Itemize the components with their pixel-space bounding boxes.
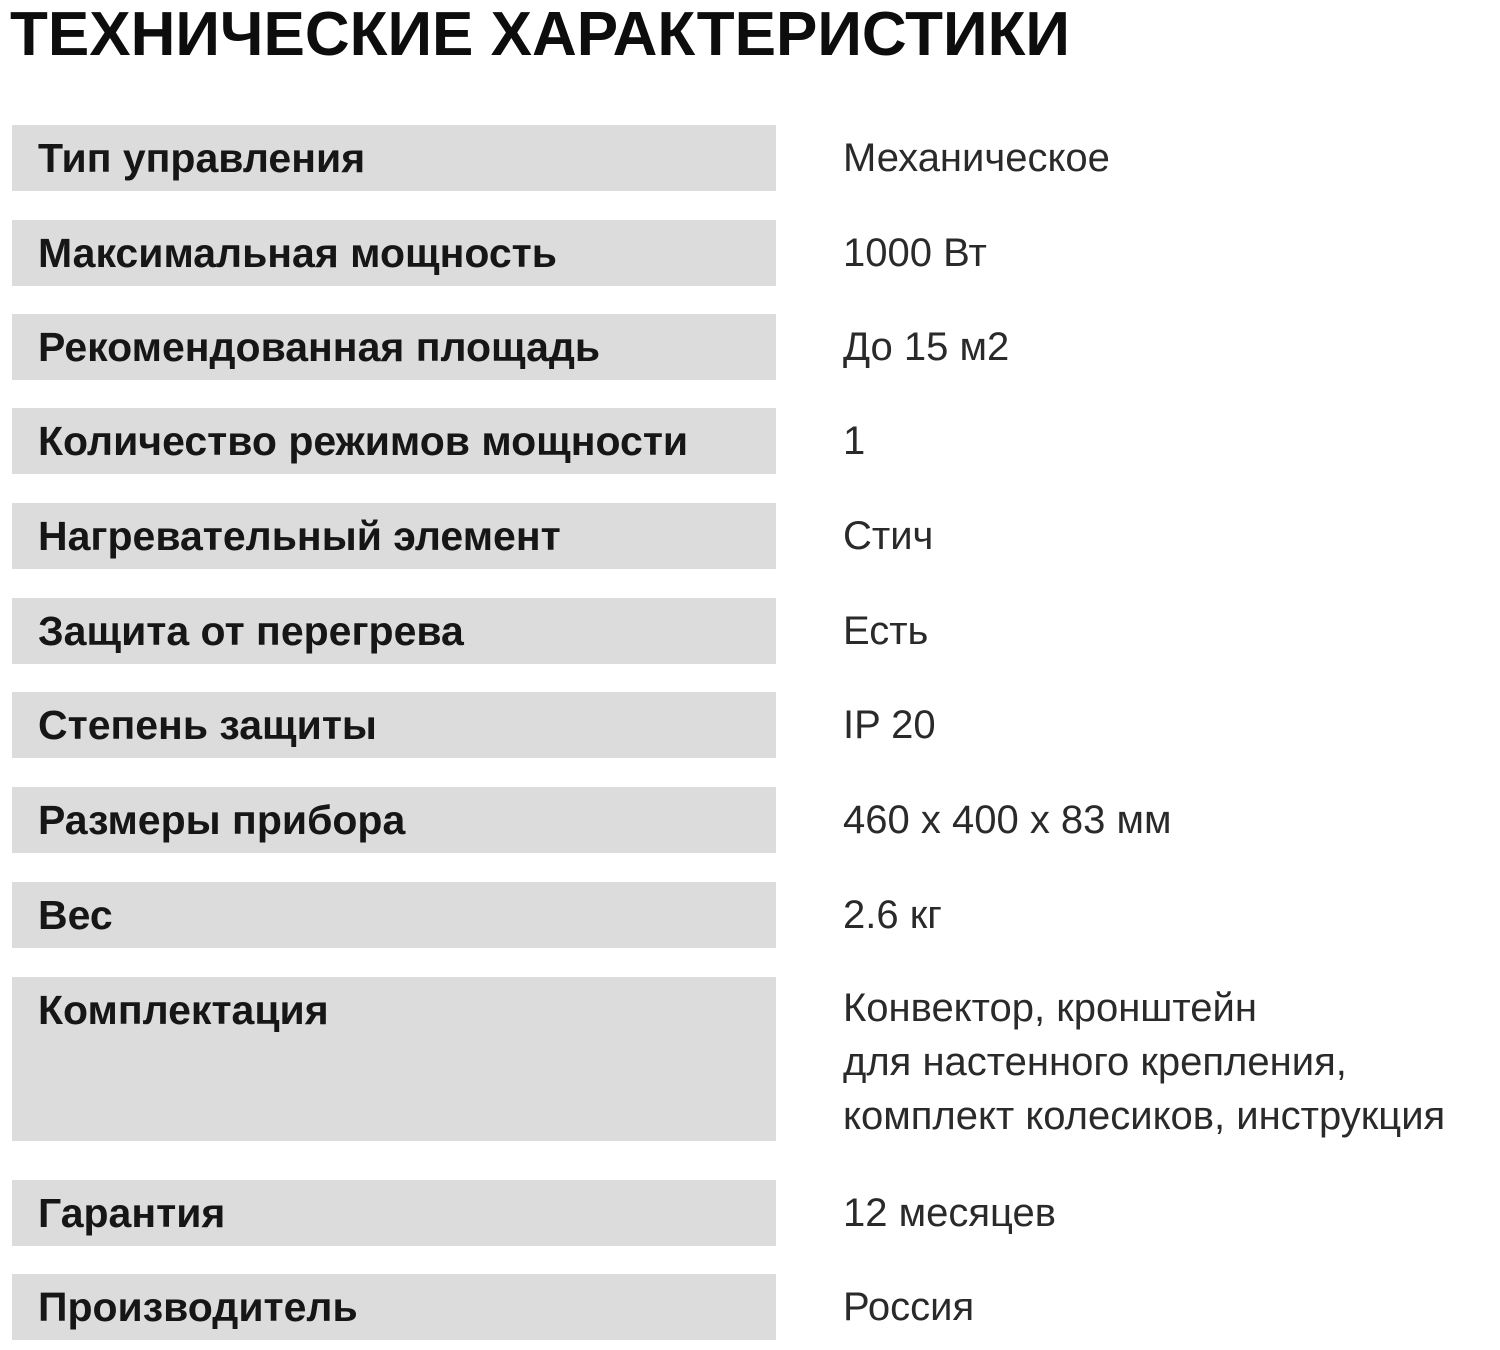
spec-row-heating-element [0, 503, 1500, 569]
spec-value-line: комплект колесиков, инструкция [843, 1094, 1446, 1138]
spec-value: 1 [843, 419, 866, 463]
spec-label: Защита от перегрева [38, 608, 464, 654]
spec-label-box [12, 220, 776, 286]
spec-label-box [12, 598, 776, 664]
spec-label-box [12, 503, 776, 569]
page-title: ТЕХНИЧЕСКИЕ ХАРАКТЕРИСТИКИ [10, 0, 1070, 69]
spec-label: Вес [38, 892, 113, 938]
spec-row-overheat-protection [0, 598, 1500, 664]
spec-label-box [12, 408, 776, 474]
spec-value: 460 x 400 x 83 мм [843, 798, 1172, 842]
spec-value: 12 месяцев [843, 1191, 1056, 1235]
spec-value-line: для настенного крепления, [843, 1040, 1347, 1084]
spec-label: Нагревательный элемент [38, 513, 561, 559]
spec-row-recommended-area [0, 314, 1500, 380]
spec-value-line: Конвектор, кронштейн [843, 986, 1257, 1030]
spec-value: Механическое [843, 136, 1110, 180]
spec-label-box [12, 1180, 776, 1246]
spec-row-dimensions [0, 787, 1500, 853]
spec-label: Размеры прибора [38, 797, 406, 843]
spec-label: Гарантия [38, 1190, 226, 1236]
spec-label-box [12, 977, 776, 1141]
spec-row-control-type [0, 125, 1500, 191]
spec-row-max-power [0, 220, 1500, 286]
spec-value [843, 981, 1445, 1143]
spec-label: Тип управления [38, 135, 366, 181]
spec-value: Есть [843, 609, 929, 653]
spec-row-weight [0, 882, 1500, 948]
spec-label: Количество режимов мощности [38, 418, 689, 464]
spec-row-warranty [0, 1180, 1500, 1246]
spec-label-box [12, 882, 776, 948]
spec-label-box [12, 787, 776, 853]
spec-label: Степень защиты [38, 702, 377, 748]
spec-label-box [12, 314, 776, 380]
spec-label: Комплектация [38, 987, 329, 1033]
spec-label-box [12, 1274, 776, 1340]
spec-row-protection-degree [0, 692, 1500, 758]
spec-row-power-modes [0, 408, 1500, 474]
spec-value: 2.6 кг [843, 893, 942, 937]
spec-value: 1000 Вт [843, 231, 987, 275]
spec-value: IP 20 [843, 703, 936, 747]
spec-value: Россия [843, 1285, 975, 1329]
spec-row-package-contents [0, 977, 1500, 1141]
spec-label-box [12, 125, 776, 191]
spec-label: Рекомендованная площадь [38, 324, 601, 370]
spec-label: Максимальная мощность [38, 230, 557, 276]
spec-label-box [12, 692, 776, 758]
spec-value: До 15 м2 [843, 325, 1010, 369]
spec-value: Стич [843, 514, 934, 558]
spec-row-manufacturer [0, 1274, 1500, 1340]
spec-label: Производитель [38, 1284, 358, 1330]
